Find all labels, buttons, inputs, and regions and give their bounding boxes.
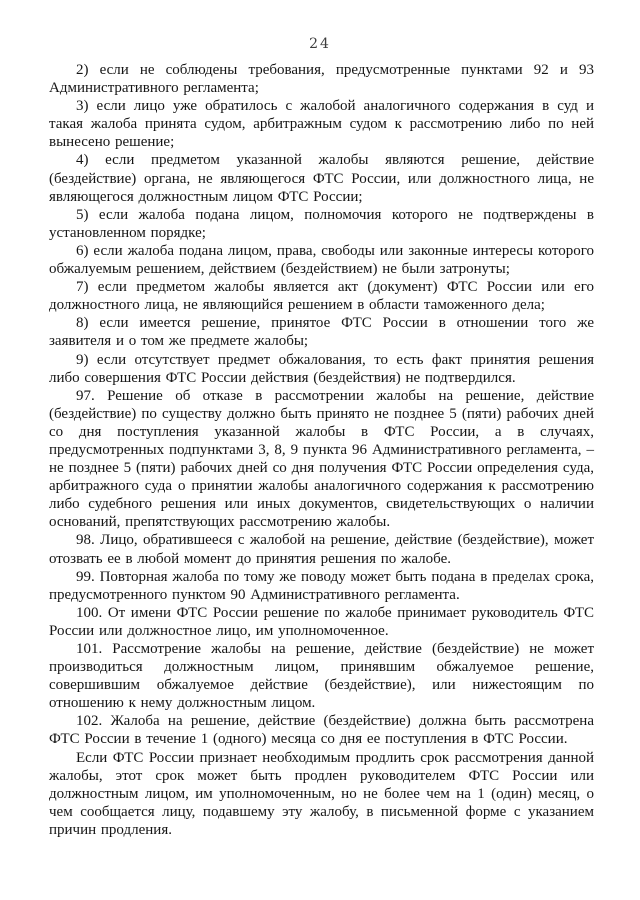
paragraph-item-100: 100. От имени ФТС России решение по жалобе принимает руководитель ФТС России или должностное лицо, им уполномоченное.: [49, 604, 594, 639]
paragraph-subitem-7: 7) если предметом жалобы является акт (документ) ФТС России или его должностного лица, не являющийся решением в области таможенного дела;: [49, 279, 594, 314]
paragraph-subitem-8: 8) если имеется решение, принятое ФТС России в отношении того же заявителя и о том же предмете жалобы;: [49, 315, 594, 350]
paragraph-item-102-cont: Если ФТС России признает необходимым продлить срок рассмотрения данной жалобы, этот срок может быть продлен руководителем ФТС России или должностным лицом, им уполномоченным, но не более чем на 1 (один) месяц, о чем сообщается лицу, подавшему эту жалобу, в письменной форме с указанием причин продления.: [49, 749, 594, 838]
paragraph-subitem-3: 3) если лицо уже обратилось с жалобой аналогичного содержания в суд и такая жалоба принята судом, арбитражным судом к рассмотрению либо по ней вынесено решение;: [49, 98, 594, 151]
paragraph-subitem-4: 4) если предметом указанной жалобы являются решение, действие (бездействие) органа, не являющегося ФТС России, или должностного лица, не являющегося должностным лицом ФТС России;: [49, 152, 594, 205]
page-number: 24: [309, 36, 331, 52]
paragraph-item-102: 102. Жалоба на решение, действие (бездействие) должна быть рассмотрена ФТС России в течение 1 (одного) месяца со дня ее поступления в ФТС России.: [49, 713, 594, 748]
paragraph-subitem-9: 9) если отсутствует предмет обжалования, то есть факт принятия решения либо совершения ФТС России действия (бездействия) не подтвердился.: [49, 351, 594, 386]
paragraph-subitem-6: 6) если жалоба подана лицом, права, свободы или законные интересы которого обжалуемым решением, действием (бездействием) не были затронуты;: [49, 242, 594, 278]
document-body: [49, 61, 594, 839]
paragraph-subitem-2: 2) если не соблюдены требования, предусмотренные пунктами 92 и 93 Административного регламента;: [49, 62, 594, 97]
paragraph-item-98: 98. Лицо, обратившееся с жалобой на решение, действие (бездействие), может отозвать ее в любой момент до принятия решения по жалобе.: [49, 532, 594, 567]
paragraph-subitem-5: 5) если жалоба подана лицом, полномочия которого не подтверждены в установленном порядке;: [49, 206, 594, 241]
paragraph-item-99: 99. Повторная жалоба по тому же поводу может быть подана в пределах срока, предусмотренного пунктом 90 Административного регламента.: [49, 568, 594, 603]
paragraph-item-101: 101. Рассмотрение жалобы на решение, действие (бездействие) не может производиться должностным лицом, принявшим обжалуемое решение, совершившим обжалуемое действие (бездействие), или нижестоящим по отношению к нему должностным лицом.: [49, 641, 594, 712]
paragraph-item-97: 97. Решение об отказе в рассмотрении жалобы на решение, действие (бездействие) по существу должно быть принято не позднее 5 (пяти) рабочих дней со дня поступления указанной жалобы в ФТС России, а в случаях, предусмотренных подпунктами 3, 8, 9 пункта 96 Административного регламента, – не позднее 5 (пяти) рабочих дней со дня получения ФТС России определения суда, арбитражного суда о принятии жалобы аналогичного содержания к рассмотрению либо судебного решения или иных документов, свидетельствующих о наличии оснований, препятствующих рассмотрению жалобы.: [49, 387, 594, 531]
